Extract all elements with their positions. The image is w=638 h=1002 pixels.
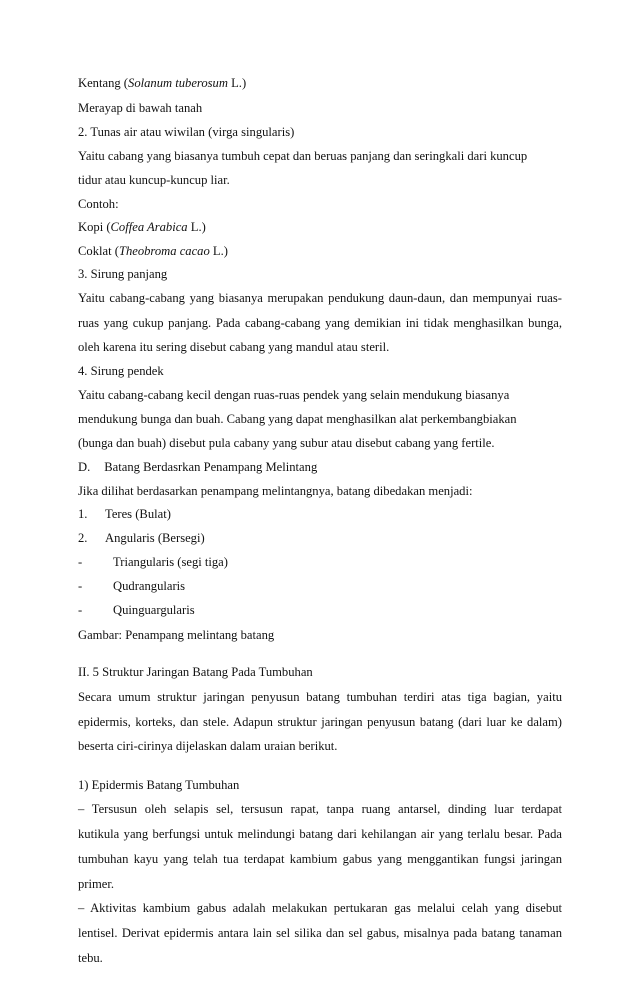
list-text: Triangularis (segi tiga) [113, 555, 228, 569]
text-fragment: Coklat ( [78, 244, 119, 258]
kopi-line [78, 219, 206, 235]
text-fragment: Kentang ( [78, 76, 129, 90]
list-item [0, 531, 638, 547]
paragraph-line: tebu. [78, 951, 103, 965]
subheading: 3. Sirung panjang [78, 267, 168, 281]
paragraph-line: Secara umum struktur jaringan penyusun batang tumbuhan terdiri atas tiga bagian, yaitu [78, 690, 562, 704]
paragraph-line: Jika dilihat berdasarkan penampang melintangnya, batang dibedakan menjadi: [78, 484, 473, 498]
paragraph-line: – Tersusun oleh selapis sel, tersusun rapat, tanpa ruang antarsel, dinding luar terdapat [78, 802, 562, 816]
list-text: Quinguargularis [113, 603, 195, 617]
paragraph-line: primer. [78, 877, 115, 891]
paragraph-line: lentisel. Derivat epidermis antara lain sel silika dan sel gabus, misalnya pada batang tanaman [78, 926, 562, 940]
paragraph-line: kutikula yang berfungsi untuk melindungi batang dari kehilangan air yang terlalu besar. Pada [78, 827, 562, 841]
paragraph-line: epidermis, korteks, dan stele. Adapun struktur jaringan penyusun batang (dari luar ke dalam) [78, 715, 562, 729]
paragraph-line: (bunga dan buah) disebut pula cabany yang subur atau disebut cabang yang fertile. [78, 436, 495, 450]
list-dash: - [78, 603, 83, 617]
section-heading-d [78, 459, 317, 475]
text-fragment: Kopi ( [78, 220, 111, 234]
section-label: D. [78, 460, 91, 474]
list-item [0, 603, 638, 619]
list-item [0, 555, 638, 571]
list-dash: - [78, 555, 83, 569]
paragraph-line: Yaitu cabang-cabang yang biasanya merupakan pendukung daun-daun, dan mempunyai ruas- [78, 291, 562, 305]
scientific-name: Coffea Arabica [110, 220, 188, 234]
paragraph-line: tidur atau kuncup-kuncup liar. [78, 173, 230, 187]
paragraph-line: ruas yang cukup panjang. Pada cabang-cabang yang demikian ini tidak menghasilkan bunga, [78, 316, 562, 330]
paragraph-line: beserta ciri-cirinya dijelaskan dalam uraian berikut. [78, 739, 338, 753]
paragraph-line: – Aktivitas kambium gabus adalah melakukan pertukaran gas melalui celah yang disebut [78, 901, 562, 915]
kentang-line [78, 75, 246, 91]
scientific-name: Theobroma cacao [118, 244, 210, 258]
figure-caption: Gambar: Penampang melintang batang [78, 628, 275, 642]
paragraph-line: oleh karena itu sering disebut cabang yang mandul atau steril. [78, 340, 390, 354]
paragraph-line: Merayap di bawah tanah [78, 101, 203, 115]
list-item [0, 507, 638, 523]
text-fragment: L.) [209, 244, 228, 258]
paragraph-line: Contoh: [78, 197, 119, 211]
text-fragment: L.) [187, 220, 206, 234]
paragraph-line: Yaitu cabang-cabang kecil dengan ruas-ruas pendek yang selain mendukung biasanya [78, 388, 510, 402]
subheading: 1) Epidermis Batang Tumbuhan [78, 778, 240, 792]
list-text: Teres (Bulat) [105, 507, 171, 521]
paragraph-line: Yaitu cabang yang biasanya tumbuh cepat dan beruas panjang dan seringkali dari kuncup [78, 149, 528, 163]
section-title: Batang Berdasrkan Penampang Melintang [104, 460, 318, 474]
list-text: Qudrangularis [113, 579, 186, 593]
section-heading-ii5: II. 5 Struktur Jaringan Batang Pada Tumbuhan [78, 665, 313, 679]
list-dash: - [78, 579, 83, 593]
paragraph-line: mendukung bunga dan buah. Cabang yang dapat menghasilkan alat perkembangbiakan [78, 412, 517, 426]
coklat-line [78, 243, 228, 259]
subheading: 2. Tunas air atau wiwilan (virga singularis) [78, 125, 295, 139]
list-number: 2. [78, 531, 88, 545]
list-text: Angularis (Bersegi) [105, 531, 205, 545]
list-item [0, 579, 638, 595]
paragraph-line: tumbuhan kayu yang telah tua terdapat kambium gabus yang menggantikan fungsi jaringan [78, 852, 562, 866]
text-fragment: L.) [227, 76, 247, 90]
subheading: 4. Sirung pendek [78, 364, 164, 378]
list-number: 1. [78, 507, 88, 521]
scientific-name: Solanum tuberosum [128, 76, 228, 90]
